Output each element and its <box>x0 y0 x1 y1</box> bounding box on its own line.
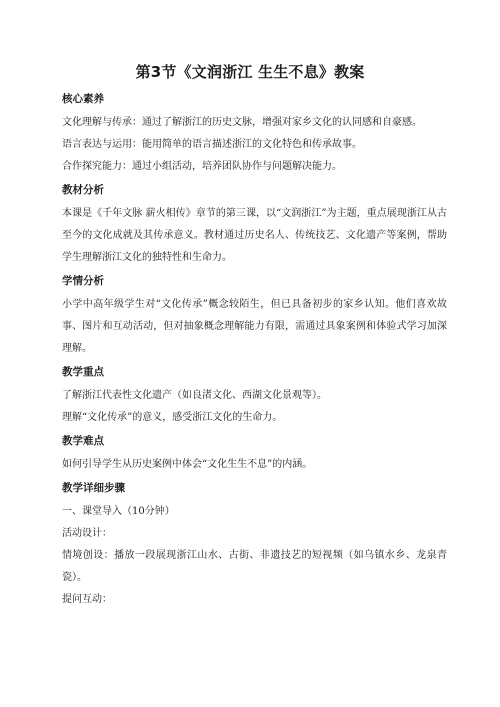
teaching-steps-line-3: 情境创设：播放一段展现浙江山水、古街、非遗技艺的短视频（如乌镇水乡、龙泉青瓷）。 <box>62 550 447 583</box>
core-literacy-line-2: 语言表达与运用：能用简单的语言描述浙江的文化特色和传承故事。 <box>62 139 362 150</box>
document-body <box>62 90 447 611</box>
teaching-difficulty-line-1: 如何引导学生从历史案例中体会“文化生生不息”的内涵。 <box>62 459 313 470</box>
material-analysis-paragraph: 本课是《千年文脉 薪火相传》章节的第三课，以“文润浙江”为主题，重点展现浙江从古至今的文化成就及其传承意义。教材通过历史名人、传统技艺、文化遗产等案例，帮助学生理解浙江文化的独特性和生命力。 <box>62 208 447 263</box>
section-heading-material-analysis: 教材分析 <box>62 184 104 196</box>
student-analysis-paragraph: 小学中高年级学生对“文化传承”概念较陌生，但已具备初步的家乡认知。他们喜欢故事、图片和互动活动，但对抽象概念理解能力有限，需通过具象案例和体验式学习加深理解。 <box>62 299 447 354</box>
section-heading-teaching-difficulty: 教学难点 <box>62 435 104 447</box>
document-title: 第3节《文润浙江 生生不息》教案 <box>135 63 365 81</box>
section-heading-core-literacy: 核心素养 <box>62 93 104 105</box>
section-heading-teaching-focus: 教学重点 <box>62 366 104 378</box>
teaching-focus-line-2: 理解“文化传承”的意义，感受浙江文化的生命力。 <box>62 412 283 423</box>
teaching-steps-line-2: 活动设计： <box>62 528 112 539</box>
core-literacy-line-3: 合作探究能力：通过小组活动，培养团队协作与问题解决能力。 <box>62 161 342 172</box>
teaching-focus-line-1: 了解浙江代表性文化遗产（如良渚文化、西湖文化景观等）。 <box>62 390 327 401</box>
section-heading-teaching-steps: 教学详细步骤 <box>62 482 125 494</box>
section-heading-student-analysis: 学情分析 <box>62 275 104 287</box>
teaching-steps-line-1: 一、课堂导入（10分钟） <box>62 506 175 517</box>
core-literacy-line-1: 文化理解与传承：通过了解浙江的历史文脉，增强对家乡文化的认同感和自豪感。 <box>62 117 422 128</box>
teaching-steps-line-4: 提问互动： <box>62 594 112 605</box>
